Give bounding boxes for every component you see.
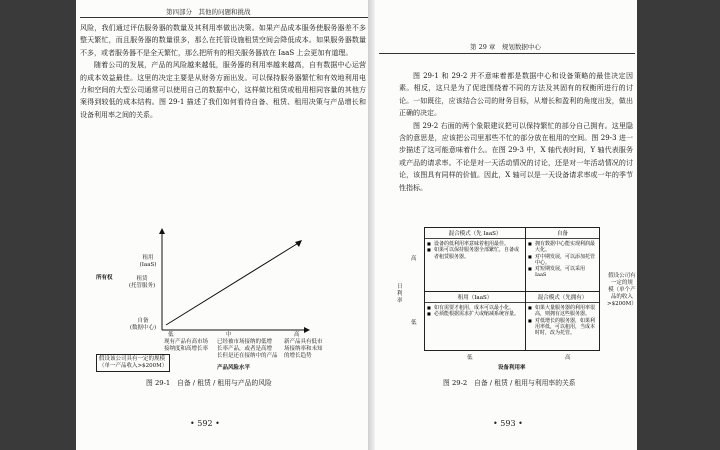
quadrant-title: 自备 xyxy=(526,228,599,239)
book-gutter xyxy=(368,0,375,450)
assumption-note: 假设该公司具有一定的规模 （单一产品收入>$200M） xyxy=(96,354,170,372)
x-tick-low: 低 xyxy=(168,332,174,338)
trend-line xyxy=(166,242,300,325)
x-tick-low: 低 xyxy=(467,355,473,361)
running-head: 第四部分 其他的问题和挑战 xyxy=(166,8,251,16)
y-tick-low: 低 xyxy=(411,320,417,326)
paragraph: 图 29-2 右面的两个象限建议把可以保持繁忙的部分自己拥有。这里隐含的意思是，应该把公司里那些不忙的部分放在租用的空间。图 29-3 进一步描述了这可能意味着什么。在图 29-3 中，X 轴代表时间，Y 轴代表服务或产品的请求率。不论是对一天活动情况的讨论，还是对一年活动情况的讨论，该图具有同样的价值。因此，X 轴可以是一天设备请求率或一年的季节性指标。 xyxy=(399,121,633,192)
quadrant-title: 混合模式（先 IaaS） xyxy=(425,228,525,239)
quadrant-item: ■ 拥有数据中心能实现利润最大化。 xyxy=(535,241,596,254)
figure-caption: 图 29-1 自备 / 租赁 / 租用与产品的风险 xyxy=(146,379,272,387)
x-desc-mid: 已经被市场接纳的低增 长率产品，或者是高增 长但是还在接纳中的产品 xyxy=(217,339,278,359)
quadrant-title: 租用（IaaS） xyxy=(425,292,525,303)
page-number: • 592 • xyxy=(190,419,220,428)
quadrant-item: ■ 设备的低利用率意味着租用最佳。 xyxy=(434,241,522,247)
y-axis-label: 所有权 xyxy=(96,275,113,281)
quadrant-item: ■ 如果可以保持服务器全部繁忙，自备或者租赁服务器。 xyxy=(434,247,522,260)
quadrant-item: ■ 必须能根据需求扩大或缩减系统容量。 xyxy=(434,311,522,317)
header-rule xyxy=(379,53,635,54)
right-page xyxy=(375,0,637,450)
quadrant-item: ■ 如果大量服务器的利用率很高，则拥有这些服务器。 xyxy=(535,305,596,318)
quadrant-top-left xyxy=(424,227,526,292)
quadrant-title: 混合模式（先拥有） xyxy=(526,292,599,303)
paragraph: 随着公司的发展，产品的风险越来越低，服务器的利用率越来越高，自有数据中心运营的成本效益最佳。这里的决定主要是从财务方面出发。可以保持服务器繁忙和有效地利用电力和空间的大型公司通常可以使用自己的数据中心，这样做比租赁或租用相同容量的其他方案得到较低的成本结构。图 29-1 描述了我们如何看待自备、租赁、租用决策与产品增长和设备利用率之间的关系。 xyxy=(80,61,366,119)
quadrant-bottom-left xyxy=(424,291,526,351)
x-axis-arrow xyxy=(304,327,310,333)
left-page xyxy=(76,0,368,450)
x-desc-high: 新产品具有低市 场接纳率和未知 的增长趋势 xyxy=(284,339,323,359)
x-axis-label: 产品风险水平 xyxy=(217,365,251,371)
x-tick-high: 高 xyxy=(294,332,300,338)
y-tick-top: 租用 (IaaS) xyxy=(139,255,157,268)
paragraph: 风险，我们通过评估服务器的数量及其利用率做出决策。如果产品成本服务使服务器差不多整天繁忙，而且服务器的数量很多，那么在托管设施租赁空间会降低成本。如果服务器数量不多，或者服务器不是全天繁忙，那么把所有的相关服务器放在 IaaS 上会更加有道理。 xyxy=(80,24,366,57)
paragraph: 图 29-1 和 29-2 并不意味着都是数据中心和设备策略的最佳决定因素。相反，这只是为了促进围绕着不同的方法及其固有的权衡所进行的讨论。一如既往，应该结合公司的财务目标，从增长和盈利的角度出发，做出正确的决定。 xyxy=(399,72,633,118)
y-tick-mid: 租赁 (托管服务) xyxy=(128,276,156,289)
y-axis-arrow xyxy=(159,228,165,234)
figure-caption: 图 29-2 自备 / 租赁 / 租用与利用率的关系 xyxy=(443,379,576,387)
body-text xyxy=(399,70,633,194)
x-tick-high: 高 xyxy=(565,355,571,361)
quadrant-item: ■ 对中期发展，可以添加托管中心。 xyxy=(535,254,596,267)
y-tick-high: 高 xyxy=(411,256,417,262)
y-tick-bottom: 自备 (数据中心) xyxy=(129,318,157,331)
y-axis-label: 日 利 率 xyxy=(397,284,403,304)
quadrant-bottom-right xyxy=(525,291,600,351)
x-axis-label: 设备利用率 xyxy=(498,365,526,371)
quadrant-item: ■ 对低增长的服务器，如果利用率低，可以租用，当成本时时，改为托管。 xyxy=(535,318,596,337)
running-head: 第 29 章 规划数据中心 xyxy=(470,43,541,51)
quadrant-item: ■ 如有需要才租用，成本可以最小化。 xyxy=(434,305,522,311)
side-note: 假设公司有 一定的规 模（单个产 品的收入 >$200M） xyxy=(607,273,637,307)
page-number: • 593 • xyxy=(493,419,523,428)
quadrant-top-right xyxy=(525,227,600,292)
x-tick-mid: 中 xyxy=(226,332,232,338)
quadrant-item: ■ 对短期发展，可以采用 IaaS xyxy=(535,266,596,279)
trend-arrow xyxy=(295,240,302,247)
x-desc-low: 现有产品有高市场 接纳度和高增长率 xyxy=(164,339,209,352)
